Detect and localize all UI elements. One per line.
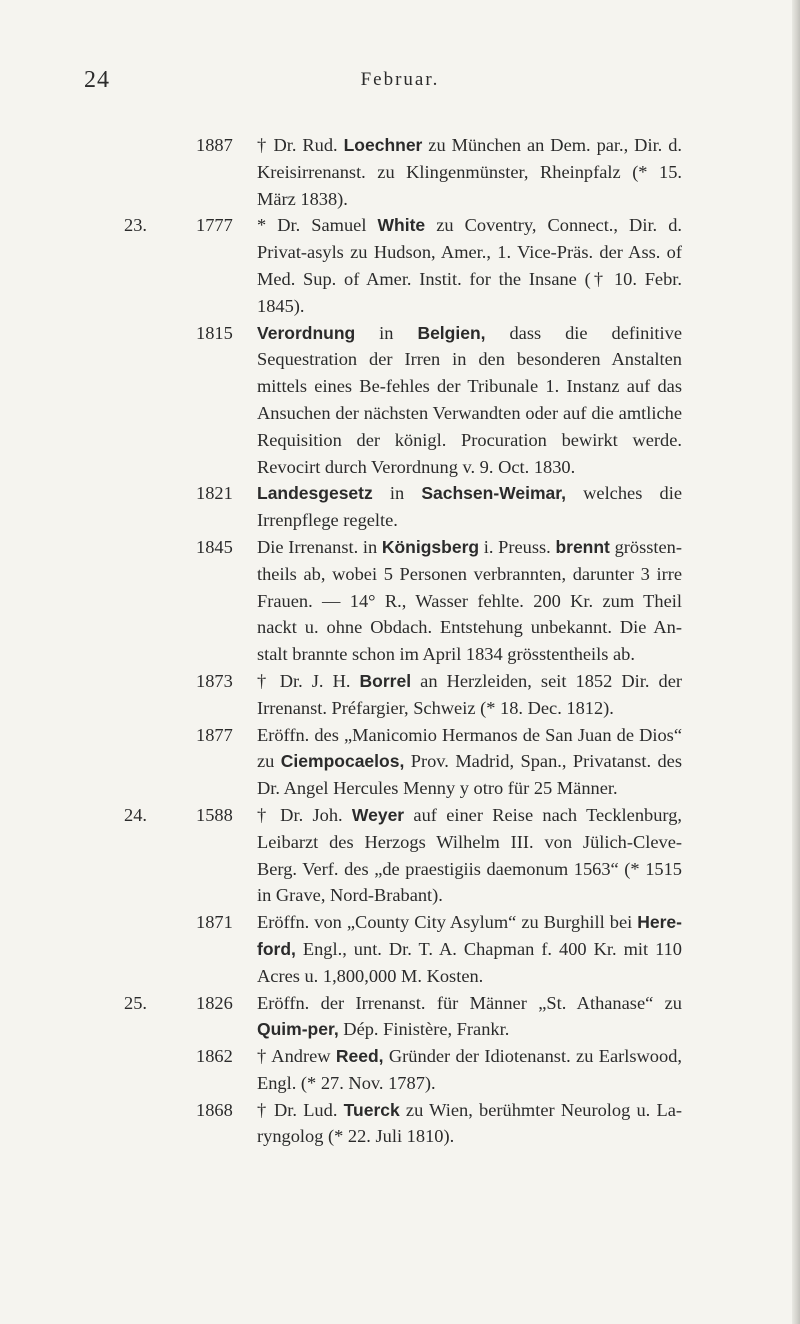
entry-text-part: Die Irrenanst. in [257, 536, 382, 557]
calendar-entry [0, 212, 682, 319]
calendar-entry [0, 1097, 682, 1151]
entry-text [257, 1100, 682, 1147]
entry-text [257, 135, 682, 209]
entry-text [257, 912, 682, 986]
calendar-entry [0, 722, 682, 802]
entry-year: 1821 [196, 483, 233, 504]
entry-keyword: Tuerck [343, 1099, 400, 1120]
entry-text-part: zu Coventry, Connect., Dir. d. Privat-asyls zu Hudson, Amer., 1. Vice-Präs. der Ass. of Med. Sup. of Amer. Instit. for the Insane († 10. Febr. 1845). [257, 215, 682, 316]
entry-text-part: welches die Irrenpflege regelte. [257, 483, 682, 531]
entry-year: 1873 [196, 670, 233, 691]
entry-year: 1868 [196, 1099, 233, 1120]
entry-text-part: Eröffn. der Irrenanst. für Männer „St. Athanase“ zu [257, 992, 682, 1013]
entry-text-part: in [355, 322, 418, 343]
entry-text [257, 725, 682, 799]
entry-text-part: † Andrew [257, 1046, 336, 1067]
entry-text [257, 215, 682, 315]
entry-year: 1887 [196, 135, 233, 155]
entry-year: 1877 [196, 724, 233, 745]
entry-year: 1871 [196, 912, 233, 933]
entry-keyword: Loechner [343, 135, 423, 155]
entry-text-part: Engl., unt. Dr. T. A. Chapman f. 400 Kr. mit 110 Acres u. 1,800,000 M. Kosten. [257, 938, 682, 986]
calendar-entry [0, 320, 682, 481]
entry-text [257, 483, 682, 530]
entry-keyword: brennt [555, 536, 610, 557]
entry-text [257, 323, 682, 477]
entry-year: 1826 [196, 992, 233, 1013]
calendar-entry [0, 909, 682, 989]
page-number: 24 [84, 67, 110, 93]
entry-text-part: Gründer der Idiotenanst. zu Earlswood, Engl. (* 27. Nov. 1787). [257, 1046, 682, 1093]
calendar-entry [0, 668, 682, 722]
entry-text-part: * Dr. Samuel [257, 215, 378, 236]
calendar-entry [0, 990, 682, 1044]
entry-text [257, 805, 682, 905]
entry-year: 1815 [196, 322, 233, 343]
entry-keyword: Borrel [359, 670, 412, 691]
entry-keyword: Sachsen-Weimar, [421, 483, 566, 504]
entry-year: 1588 [196, 804, 233, 825]
entry-text-part: grössten-theils ab, wobei 5 Personen verbrannten, darunter 3 irre Frauen. — 14° R., Wasser fehlte. 200 Kr. zum Theil nackt u. ohne Obdach. Entstehung unbekannt. Die An-stalt brannte schon im April 1834 grösstentheils ab. [257, 536, 682, 665]
entry-keyword: Verordnung [257, 322, 356, 343]
entry-text [257, 537, 682, 664]
entry-text-part: † Dr. Rud. [257, 135, 344, 155]
entry-text [257, 993, 682, 1040]
entry-day: 25. [124, 992, 147, 1013]
entry-keyword: Landesgesetz [257, 483, 373, 504]
entry-text-part: zu München an Dem. par., Dir. d. Kreisirrenanst. zu Klingenmünster, Rheinpfalz (* 15. März 1838). [257, 135, 682, 209]
entry-text-part: Dép. Finistère, Frankr. [338, 1019, 510, 1040]
entry-text-part: † Dr. J. H. [257, 670, 360, 691]
entry-text-part: zu Wien, berühmter Neurolog u. La-ryngolog (* 22. Juli 1810). [257, 1099, 682, 1147]
calendar-entry [0, 480, 682, 534]
entry-text-part: Eröffn. des „Manicomio Hermanos de San Juan de Dios“ zu [257, 724, 682, 772]
calendar-entry [0, 132, 682, 212]
entry-text-part: an Herzleiden, seit 1852 Dir. der Irrenanst. Préfargier, Schweiz (* 18. Dec. 1812). [257, 670, 682, 718]
entry-text-part: i. Preuss. [479, 536, 556, 557]
entry-day: 24. [124, 804, 147, 825]
entry-text-part: in [372, 483, 422, 504]
entry-keyword: Here-ford, [257, 912, 682, 959]
entry-keyword: Reed, [335, 1046, 384, 1067]
entry-year: 1862 [196, 1046, 233, 1067]
entry-keyword: Königsberg [381, 536, 480, 557]
entry-text-part: Eröffn. von „County City Asylum“ zu Burghill bei [257, 912, 638, 933]
page-header [0, 67, 800, 97]
calendar-entry [0, 802, 682, 909]
entry-text-part: † Dr. Lud. [257, 1099, 344, 1120]
calendar-entry [0, 1043, 682, 1097]
running-title: Februar. [360, 69, 440, 90]
entry-year: 1777 [196, 215, 233, 236]
entry-list [0, 132, 800, 1150]
entry-text [257, 671, 682, 718]
calendar-entry [0, 534, 682, 668]
entry-day: 23. [124, 215, 147, 236]
entry-text-part: Prov. Madrid, Span., Privatanst. des Dr. Angel Hercules Menny y otro für 25 Männer. [257, 751, 682, 799]
entry-keyword: Belgien, [417, 322, 486, 343]
entry-text-part: dass die definitive Sequestration der Irren in den besonderen Anstalten mittels eines Be-fehles der Tribunale 1. Instanz auf das Ansuchen der nächsten Verwandten oder auf die amtliche Requisition der königl. Procuration bewirkt werde. Revocirt durch Verordnung v. 9. Oct. 1830. [257, 322, 682, 477]
entry-keyword: White [377, 215, 426, 236]
entry-text-part: auf einer Reise nach Tecklenburg, Leibarzt des Herzogs Wilhelm III. von Jülich-Cleve-Berg. Verf. des „de praestigiis daemonum 1563“ (* 1515 in Grave, Nord-Brabant). [257, 804, 682, 906]
entry-text-part: † Dr. Joh. [257, 804, 352, 825]
entry-year: 1845 [196, 536, 233, 557]
entry-keyword: Weyer [351, 804, 405, 825]
entry-keyword: Quim-per, [257, 1019, 339, 1040]
entry-text [257, 1046, 682, 1093]
entry-keyword: Ciempocaelos, [280, 751, 405, 772]
